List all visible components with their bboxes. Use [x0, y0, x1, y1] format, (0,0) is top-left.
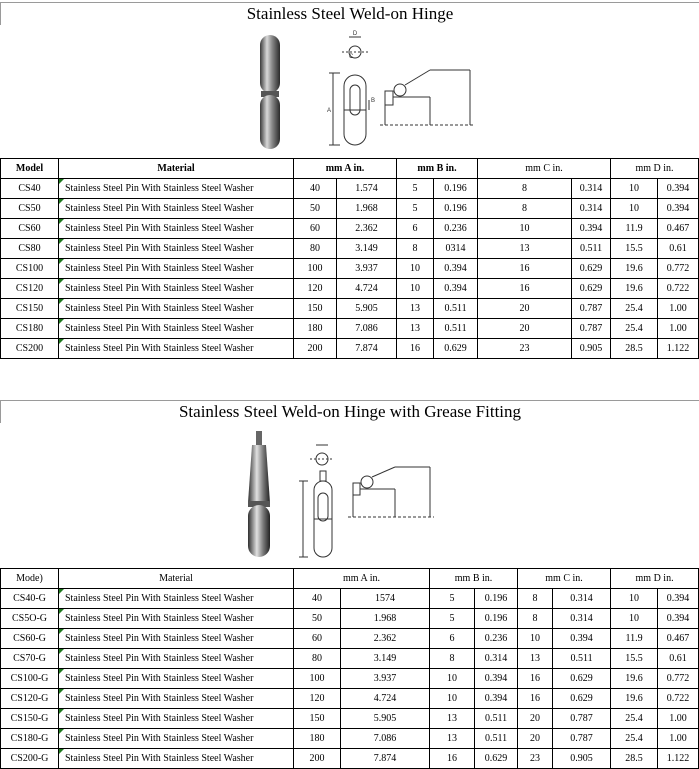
cell-a-mm: 60 [294, 629, 341, 649]
cell-c-mm: 8 [478, 199, 572, 219]
cell-b-mm: 8 [430, 649, 475, 669]
cell-a-mm: 100 [294, 669, 341, 689]
cell-c-mm: 16 [478, 259, 572, 279]
cell-material: Stainless Steel Pin With Stainless Steel Washer [59, 199, 294, 219]
cell-a-mm: 50 [294, 199, 337, 219]
cell-b-mm: 13 [430, 729, 475, 749]
table-row [1, 219, 699, 239]
cell-a-in: 1.574 [337, 179, 397, 199]
header-material: Material [59, 569, 294, 589]
cell-a-mm: 60 [294, 219, 337, 239]
cell-b-in: 0314 [434, 239, 478, 259]
cell-b-in: 0.196 [475, 589, 518, 609]
cell-b-mm: 5 [397, 199, 434, 219]
cell-model: CS5O-G [1, 609, 59, 629]
cell-a-in: 4.724 [341, 689, 430, 709]
cell-d-mm: 19.6 [611, 279, 658, 299]
cell-c-in: 0.629 [553, 669, 611, 689]
grease-hinge-dimension-drawing [299, 445, 434, 557]
cell-b-in: 0.511 [434, 299, 478, 319]
table-row [1, 709, 699, 729]
cell-a-mm: 200 [294, 749, 341, 769]
cell-d-mm: 19.6 [611, 689, 658, 709]
cell-d-in: 0.722 [658, 689, 699, 709]
cell-b-in: 0.394 [434, 279, 478, 299]
cell-a-in: 5.905 [337, 299, 397, 319]
cell-material: Stainless Steel Pin With Stainless Steel Washer [59, 749, 294, 769]
cell-b-in: 0.196 [434, 199, 478, 219]
cell-a-in: 3.937 [341, 669, 430, 689]
cell-b-mm: 10 [430, 669, 475, 689]
cell-a-mm: 200 [294, 339, 337, 359]
table-row [1, 259, 699, 279]
cell-d-in: 0.394 [658, 179, 699, 199]
cell-a-in: 3.149 [337, 239, 397, 259]
cell-b-in: 0.511 [434, 319, 478, 339]
cell-d-mm: 25.4 [611, 709, 658, 729]
cell-b-in: 0.394 [475, 669, 518, 689]
table-row [1, 749, 699, 769]
cell-d-in: 0.61 [658, 649, 699, 669]
cell-b-mm: 13 [397, 299, 434, 319]
table-row [1, 649, 699, 669]
label-a: A [327, 108, 332, 114]
cell-b-in: 0.196 [475, 609, 518, 629]
header-b: mm B in. [397, 159, 478, 179]
cell-d-mm: 19.6 [611, 259, 658, 279]
hinge-illustration [0, 25, 699, 156]
cell-d-in: 0.772 [658, 259, 699, 279]
cell-a-mm: 180 [294, 319, 337, 339]
cell-d-in: 1.122 [658, 749, 699, 769]
cell-a-in: 5.905 [341, 709, 430, 729]
cell-c-in: 0.314 [553, 589, 611, 609]
cell-b-mm: 13 [397, 319, 434, 339]
cell-material: Stainless Steel Pin With Stainless Steel Washer [59, 689, 294, 709]
cell-model: CS200 [1, 339, 59, 359]
cell-d-in: 0.467 [658, 629, 699, 649]
cell-material: Stainless Steel Pin With Stainless Steel Washer [59, 589, 294, 609]
table-row [1, 689, 699, 709]
cell-c-in: 0.314 [572, 199, 611, 219]
cell-a-in: 7.874 [337, 339, 397, 359]
header-d: mm D in. [611, 569, 699, 589]
cell-b-in: 0.314 [475, 649, 518, 669]
cell-b-mm: 13 [430, 709, 475, 729]
cell-d-mm: 28.5 [611, 749, 658, 769]
cell-c-mm: 8 [518, 589, 553, 609]
table-row [1, 239, 699, 259]
section1-title: Stainless Steel Weld-on Hinge [0, 2, 699, 26]
grease-hinge-illustration [0, 423, 699, 566]
label-b: B [371, 98, 376, 104]
table-row [1, 729, 699, 749]
cell-c-in: 0.511 [553, 649, 611, 669]
spec-table-2 [0, 568, 699, 769]
table-row [1, 339, 699, 359]
cell-d-in: 1.00 [658, 319, 699, 339]
header-c: mm C in. [478, 159, 611, 179]
cell-material: Stainless Steel Pin With Stainless Steel Washer [59, 709, 294, 729]
cell-c-in: 0.905 [553, 749, 611, 769]
cell-d-mm: 19.6 [611, 669, 658, 689]
cell-a-in: 7.874 [341, 749, 430, 769]
cell-d-in: 0.61 [658, 239, 699, 259]
cell-material: Stainless Steel Pin With Stainless Steel Washer [59, 649, 294, 669]
cell-d-mm: 25.4 [611, 319, 658, 339]
cell-c-mm: 23 [478, 339, 572, 359]
cell-c-mm: 16 [478, 279, 572, 299]
cell-d-in: 1.00 [658, 709, 699, 729]
cell-d-mm: 10 [611, 589, 658, 609]
cell-b-mm: 5 [397, 179, 434, 199]
cell-model: CS150 [1, 299, 59, 319]
cell-a-mm: 50 [294, 609, 341, 629]
cell-d-in: 0.722 [658, 279, 699, 299]
cell-b-in: 0.394 [475, 689, 518, 709]
cell-a-in: 7.086 [337, 319, 397, 339]
cell-c-in: 0.394 [553, 629, 611, 649]
table-row [1, 629, 699, 649]
cell-d-in: 1.00 [658, 299, 699, 319]
cell-model: CS60-G [1, 629, 59, 649]
cell-material: Stainless Steel Pin With Stainless Steel Washer [59, 179, 294, 199]
cell-c-in: 0.905 [572, 339, 611, 359]
cell-c-in: 0.787 [572, 319, 611, 339]
cell-b-mm: 16 [430, 749, 475, 769]
cell-d-mm: 15.5 [611, 239, 658, 259]
cell-b-mm: 6 [397, 219, 434, 239]
cell-c-mm: 20 [518, 709, 553, 729]
table-row [1, 279, 699, 299]
cell-a-mm: 80 [294, 649, 341, 669]
cell-a-in: 1574 [341, 589, 430, 609]
cell-d-mm: 11.9 [611, 219, 658, 239]
cell-c-in: 0.511 [572, 239, 611, 259]
cell-b-in: 0.511 [475, 729, 518, 749]
cell-a-mm: 80 [294, 239, 337, 259]
header-material: Material [59, 159, 294, 179]
cell-c-in: 0.629 [553, 689, 611, 709]
table-row [1, 199, 699, 219]
cell-c-in: 0.787 [553, 729, 611, 749]
cell-material: Stainless Steel Pin With Stainless Steel Washer [59, 219, 294, 239]
cell-material: Stainless Steel Pin With Stainless Steel Washer [59, 299, 294, 319]
cell-model: CS40 [1, 179, 59, 199]
cell-material: Stainless Steel Pin With Stainless Steel Washer [59, 239, 294, 259]
hinge-photo [260, 35, 280, 149]
label-c: C [349, 54, 354, 60]
cell-model: CS40-G [1, 589, 59, 609]
cell-c-mm: 20 [518, 729, 553, 749]
cell-a-mm: 40 [294, 179, 337, 199]
cell-c-mm: 16 [518, 689, 553, 709]
cell-model: CS60 [1, 219, 59, 239]
cell-c-mm: 20 [478, 319, 572, 339]
cell-material: Stainless Steel Pin With Stainless Steel Washer [59, 279, 294, 299]
section2-images [0, 423, 699, 566]
cell-d-in: 0.394 [658, 609, 699, 629]
header-model: Model [1, 159, 59, 179]
cell-b-mm: 5 [430, 609, 475, 629]
cell-b-in: 0.394 [434, 259, 478, 279]
header-d: mm D in. [611, 159, 699, 179]
cell-material: Stainless Steel Pin With Stainless Steel Washer [59, 669, 294, 689]
header-model: Mode) [1, 569, 59, 589]
cell-material: Stainless Steel Pin With Stainless Steel Washer [59, 609, 294, 629]
cell-a-mm: 40 [294, 589, 341, 609]
cell-d-in: 0.467 [658, 219, 699, 239]
table-row [1, 669, 699, 689]
cell-c-mm: 10 [518, 629, 553, 649]
cell-c-in: 0.629 [572, 279, 611, 299]
cell-a-in: 3.149 [341, 649, 430, 669]
cell-a-in: 7.086 [341, 729, 430, 749]
label-d: D [352, 31, 358, 37]
cell-material: Stainless Steel Pin With Stainless Steel Washer [59, 259, 294, 279]
table-header-row [1, 159, 699, 179]
table-row [1, 609, 699, 629]
cell-b-in: 0.236 [475, 629, 518, 649]
cell-b-mm: 5 [430, 589, 475, 609]
cell-d-mm: 10 [611, 609, 658, 629]
cell-c-mm: 8 [518, 609, 553, 629]
cell-a-in: 1.968 [337, 199, 397, 219]
cell-c-mm: 13 [478, 239, 572, 259]
cell-model: CS70-G [1, 649, 59, 669]
cell-model: CS100-G [1, 669, 59, 689]
cell-c-in: 0.629 [572, 259, 611, 279]
cell-model: CS120 [1, 279, 59, 299]
cell-a-in: 1.968 [341, 609, 430, 629]
cell-b-mm: 10 [397, 259, 434, 279]
cell-model: CS150-G [1, 709, 59, 729]
cell-b-mm: 10 [430, 689, 475, 709]
cell-d-mm: 10 [611, 179, 658, 199]
cell-a-in: 2.362 [341, 629, 430, 649]
cell-model: CS200-G [1, 749, 59, 769]
section-gap [0, 359, 699, 399]
cell-b-in: 0.629 [475, 749, 518, 769]
cell-c-mm: 13 [518, 649, 553, 669]
spec-table-1 [0, 158, 699, 359]
cell-model: CS120-G [1, 689, 59, 709]
cell-b-in: 0.196 [434, 179, 478, 199]
header-b: mm B in. [430, 569, 518, 589]
cell-material: Stainless Steel Pin With Stainless Steel Washer [59, 629, 294, 649]
cell-d-mm: 15.5 [611, 649, 658, 669]
cell-c-mm: 16 [518, 669, 553, 689]
cell-c-in: 0.787 [572, 299, 611, 319]
cell-material: Stainless Steel Pin With Stainless Steel Washer [59, 729, 294, 749]
table-header-row [1, 569, 699, 589]
cell-c-mm: 10 [478, 219, 572, 239]
cell-c-mm: 20 [478, 299, 572, 319]
cell-b-mm: 8 [397, 239, 434, 259]
header-a: mm A in. [294, 569, 430, 589]
cell-a-in: 4.724 [337, 279, 397, 299]
section2-title: Stainless Steel Weld-on Hinge with Grease Fitting [0, 400, 699, 424]
cell-b-mm: 16 [397, 339, 434, 359]
table-row [1, 179, 699, 199]
cell-material: Stainless Steel Pin With Stainless Steel Washer [59, 339, 294, 359]
cell-a-mm: 150 [294, 299, 337, 319]
cell-c-mm: 23 [518, 749, 553, 769]
cell-a-mm: 150 [294, 709, 341, 729]
cell-d-mm: 28.5 [611, 339, 658, 359]
cell-b-in: 0.511 [475, 709, 518, 729]
header-c: mm C in. [518, 569, 611, 589]
cell-d-mm: 10 [611, 199, 658, 219]
cell-d-mm: 25.4 [611, 729, 658, 749]
cell-model: CS180 [1, 319, 59, 339]
cell-c-in: 0.314 [553, 609, 611, 629]
cell-b-in: 0.236 [434, 219, 478, 239]
cell-a-mm: 120 [294, 689, 341, 709]
cell-b-mm: 6 [430, 629, 475, 649]
header-a: mm A in. [294, 159, 397, 179]
cell-b-mm: 10 [397, 279, 434, 299]
cell-d-mm: 11.9 [611, 629, 658, 649]
grease-hinge-photo [248, 431, 270, 557]
table-row [1, 589, 699, 609]
cell-d-in: 1.00 [658, 729, 699, 749]
cell-b-in: 0.629 [434, 339, 478, 359]
cell-model: CS180-G [1, 729, 59, 749]
table-row [1, 299, 699, 319]
cell-model: CS100 [1, 259, 59, 279]
cell-model: CS50 [1, 199, 59, 219]
section1-images [0, 25, 699, 156]
cell-material: Stainless Steel Pin With Stainless Steel Washer [59, 319, 294, 339]
cell-a-in: 3.937 [337, 259, 397, 279]
cell-c-mm: 8 [478, 179, 572, 199]
cell-c-in: 0.787 [553, 709, 611, 729]
cell-c-in: 0.394 [572, 219, 611, 239]
cell-model: CS80 [1, 239, 59, 259]
cell-a-mm: 100 [294, 259, 337, 279]
cell-c-in: 0.314 [572, 179, 611, 199]
cell-a-mm: 180 [294, 729, 341, 749]
cell-a-mm: 120 [294, 279, 337, 299]
cell-d-in: 0.394 [658, 199, 699, 219]
cell-d-mm: 25.4 [611, 299, 658, 319]
cell-a-in: 2.362 [337, 219, 397, 239]
cell-d-in: 0.772 [658, 669, 699, 689]
cell-d-in: 0.394 [658, 589, 699, 609]
table-row [1, 319, 699, 339]
cell-d-in: 1.122 [658, 339, 699, 359]
